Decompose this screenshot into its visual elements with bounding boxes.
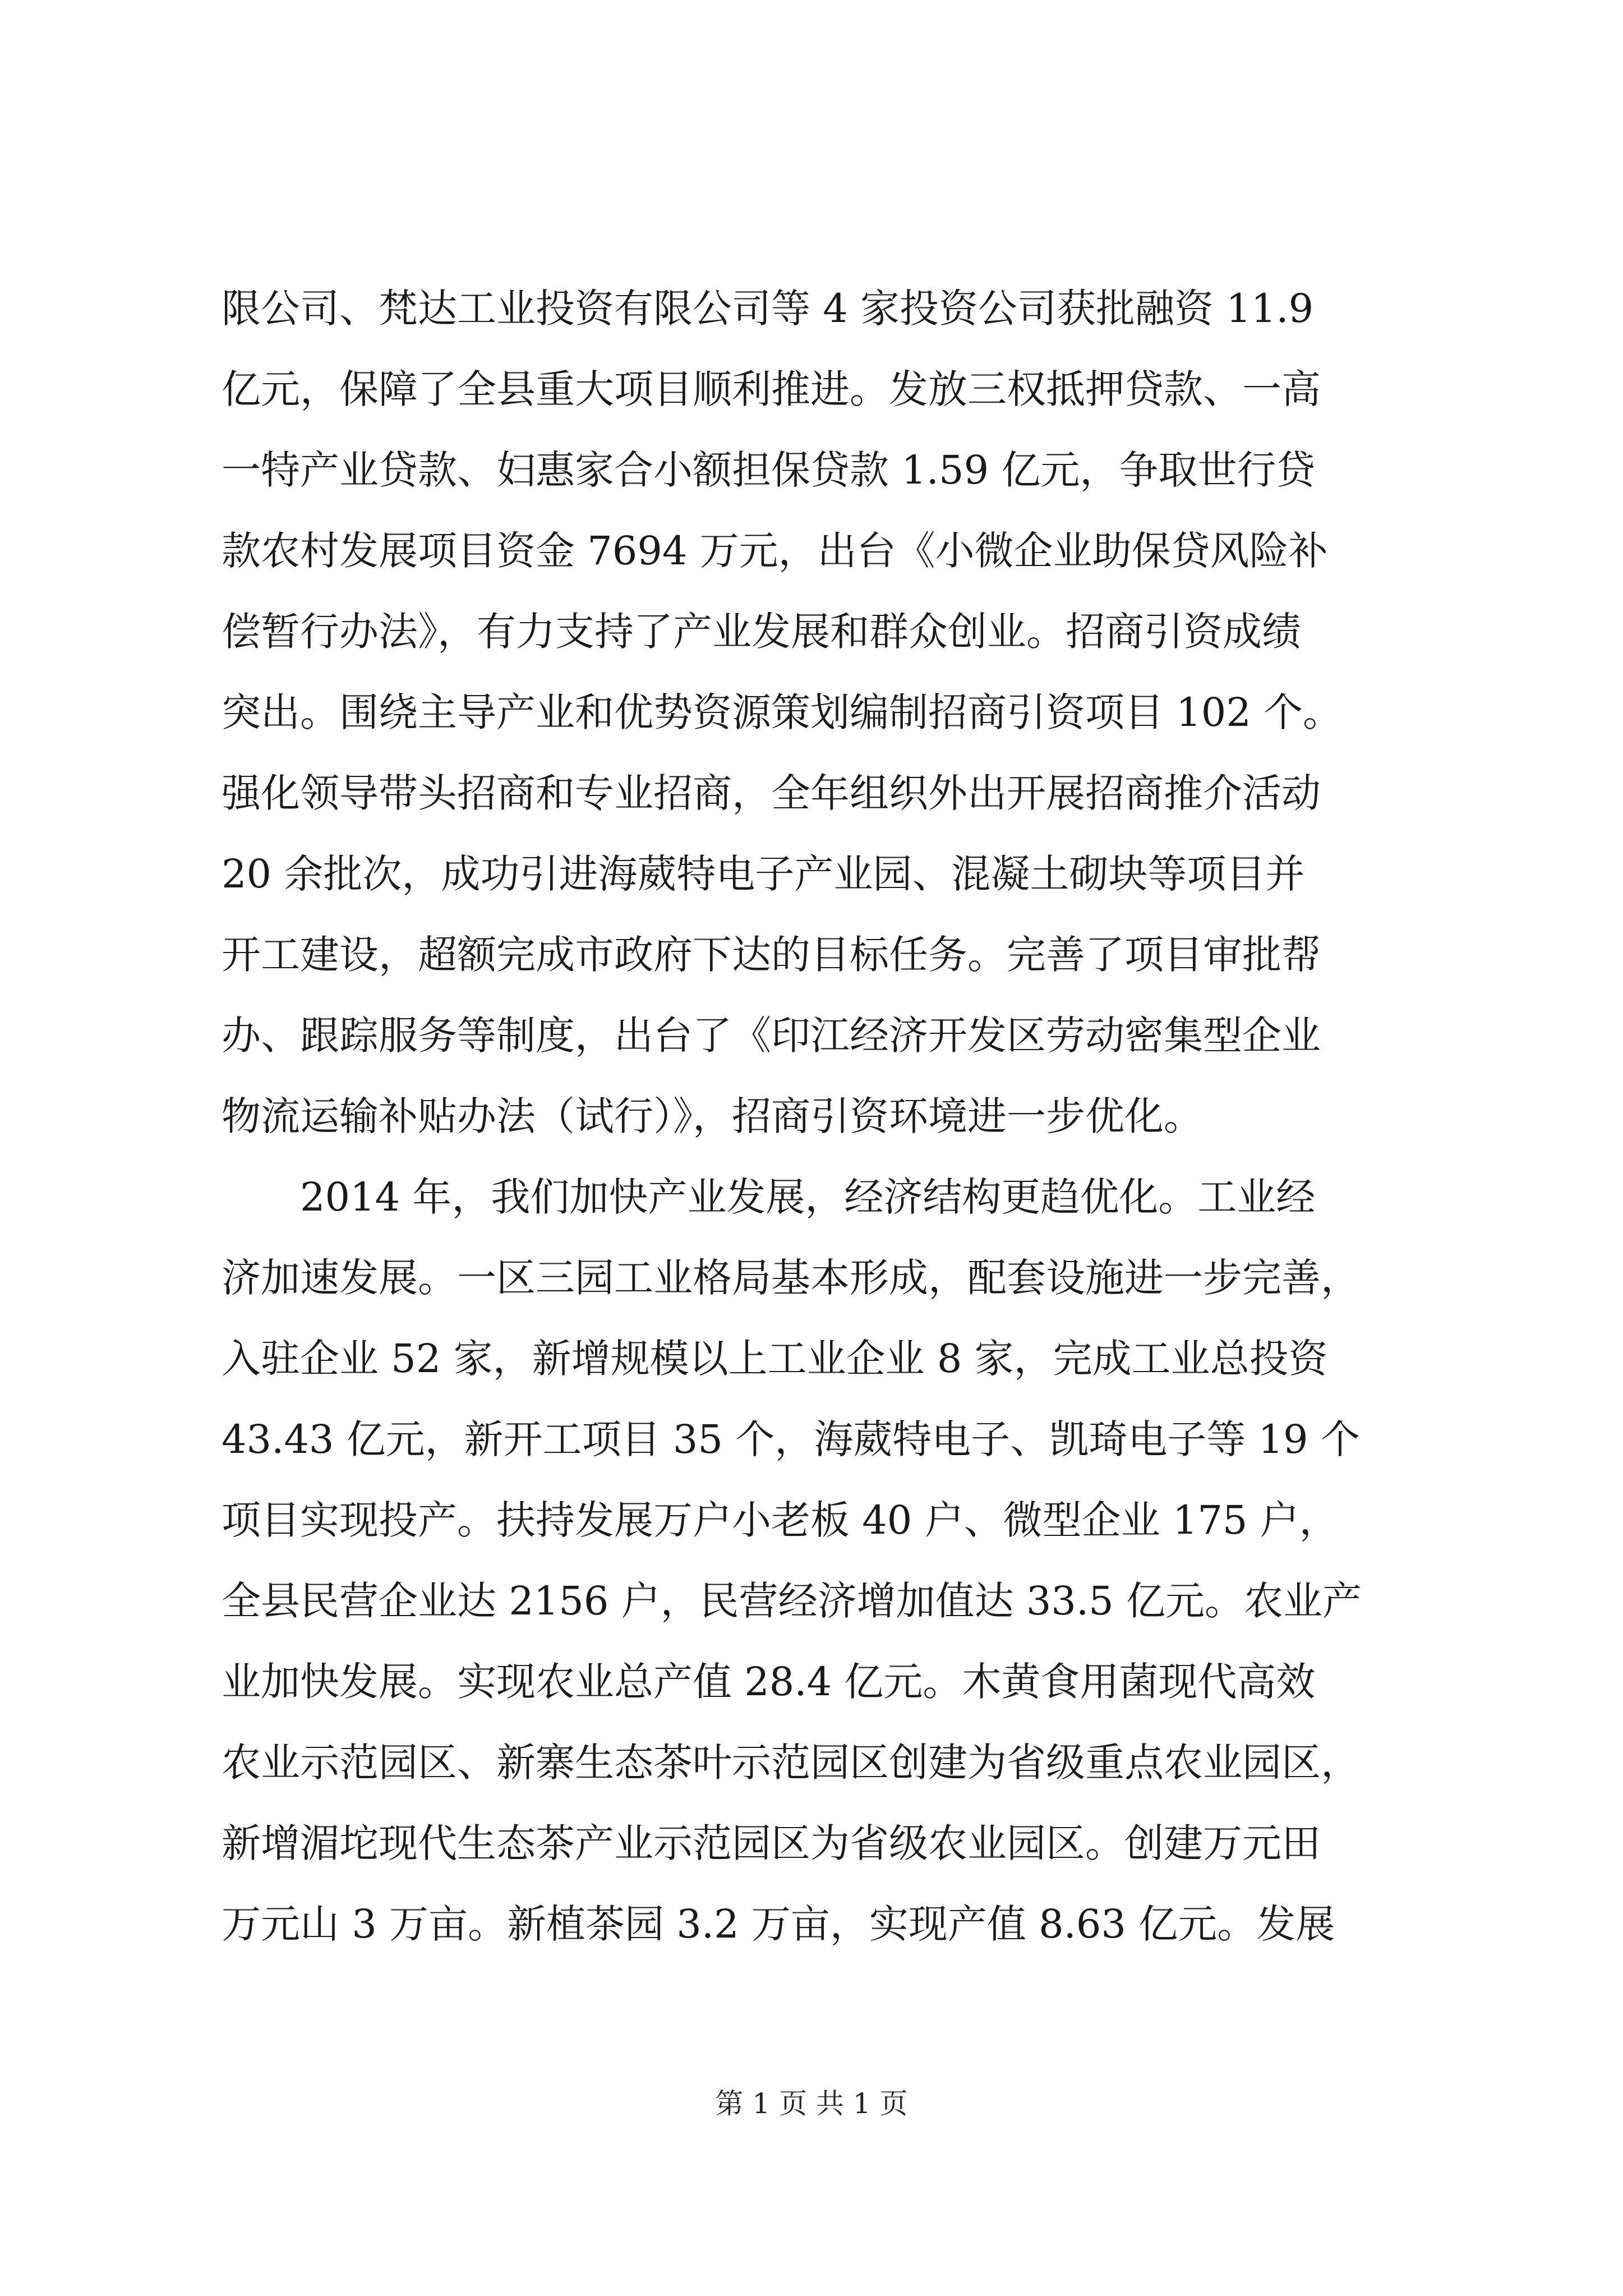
text-line-5: 偿暂行办法》，有力支持了产业发展和群众创业。招商引资成绩 <box>222 609 1301 655</box>
text-line-17: 全县民营企业达 2156 户，民营经济增加值达 33.5 亿元。农业产 <box>222 1578 1362 1624</box>
text-line-4: 款农村发展项目资金 7694 万元，出台《小微企业助保贷风险补 <box>222 528 1328 574</box>
text-line-14: 入驻企业 52 家，新增规模以上工业企业 8 家，完成工业总投资 <box>222 1336 1328 1382</box>
text-line-10: 办、跟踪服务等制度，出台了《印江经济开发区劳动密集型企业 <box>222 1013 1321 1059</box>
text-line-19: 农业示范园区、新寨生态茶叶示范园区创建为省级重点农业园区， <box>222 1740 1360 1786</box>
text-line-18: 业加快发展。实现农业总产值 28.4 亿元。木黄食用菌现代高效 <box>222 1659 1316 1705</box>
text-line-11: 物流运输补贴办法（试行）》，招商引资环境进一步优化。 <box>222 1093 1203 1139</box>
text-line-7: 强化领导带头招商和专业招商，全年组织外出开展招商推介活动 <box>222 770 1321 816</box>
document-body <box>222 268 1433 1964</box>
text-line-13: 济加速发展。一区三园工业格局基本形成，配套设施进一步完善， <box>222 1255 1360 1301</box>
text-line-6: 突出。围绕主导产业和优势资源策划编制招商引资项目 102 个。 <box>222 689 1343 735</box>
text-line-2: 亿元，保障了全县重大项目顺利推进。发放三权抵押贷款、一高 <box>222 366 1321 412</box>
text-line-3: 一特产业贷款、妇惠家合小额担保贷款 1.59 亿元，争取世行贷 <box>222 447 1316 493</box>
paragraph-start-line: 2014 年，我们加快产业发展，经济结构更趋优化。工业经 <box>300 1174 1316 1220</box>
text-line-1: 限公司、梵达工业投资有限公司等 4 家投资公司获批融资 11.9 <box>222 286 1314 332</box>
text-line-21: 万元山 3 万亩。新植茶园 3.2 万亩，实现产值 8.63 亿元。发展 <box>222 1901 1335 1947</box>
text-line-20: 新增湄坨现代生态茶产业示范园区为省级农业园区。创建万元田 <box>222 1820 1321 1866</box>
text-line-8: 20 余批次，成功引进海葳特电子产业园、混凝土砌块等项目并 <box>222 851 1305 897</box>
page-number-footer: 第 1 页 共 1 页 <box>715 2087 908 2120</box>
text-line-16: 项目实现投产。扶持发展万户小老板 40 户、微型企业 175 户， <box>222 1497 1339 1543</box>
text-line-15: 43.43 亿元，新开工项目 35 个，海葳特电子、凯琦电子等 19 个 <box>222 1416 1360 1462</box>
text-line-9: 开工建设，超额完成市政府下达的目标任务。完善了项目审批帮 <box>222 932 1321 978</box>
